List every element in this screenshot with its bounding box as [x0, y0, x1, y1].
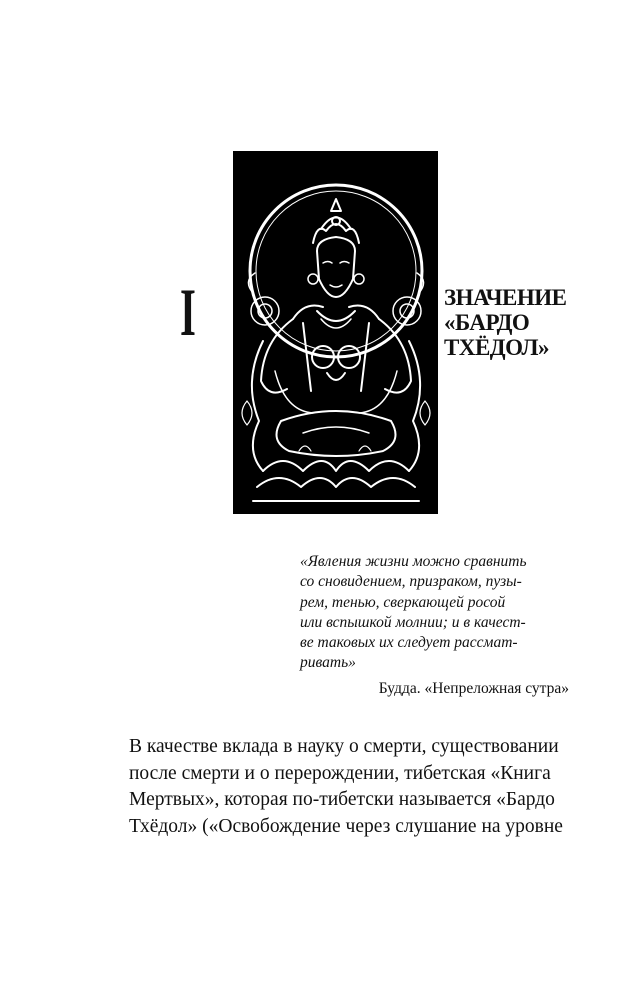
chapter-title-line: ЗНАЧЕНИЕ [444, 285, 567, 310]
epigraph-quote [300, 552, 562, 674]
body-line: В качестве вклада в науку о смерти, существовании [129, 736, 559, 757]
body-line: после смерти и о перерождении, тибетская «Книга [129, 762, 551, 784]
epigraph-line: или вспышкой молнии; и в качест- [300, 613, 526, 631]
chapter-title [444, 285, 594, 360]
chapter-title-line: «БАРДО [444, 310, 530, 335]
chapter-numeral: I [180, 274, 196, 350]
epigraph-line: «Явления жизни можно сравнить [300, 553, 527, 570]
epigraph-line: со сновидением, призраком, пузы- [300, 573, 522, 591]
body-line: Мертвых», которая по-тибетски называется «Бардо [129, 789, 555, 810]
body-paragraph [129, 734, 569, 840]
epigraph-line: рем, тенью, сверкающей росой [300, 593, 506, 611]
epigraph-source: Будда. «Непреложная сутра» [378, 680, 569, 697]
buddha-illustration [233, 151, 438, 514]
chapter-title-line: ТХЁДОЛ» [444, 335, 549, 360]
epigraph-line: ривать» [300, 654, 356, 672]
epigraph-line: ве таковых их следует рассмат- [300, 634, 518, 652]
body-line: Тхёдол» («Освобождение через слушание на уровне [129, 815, 563, 837]
